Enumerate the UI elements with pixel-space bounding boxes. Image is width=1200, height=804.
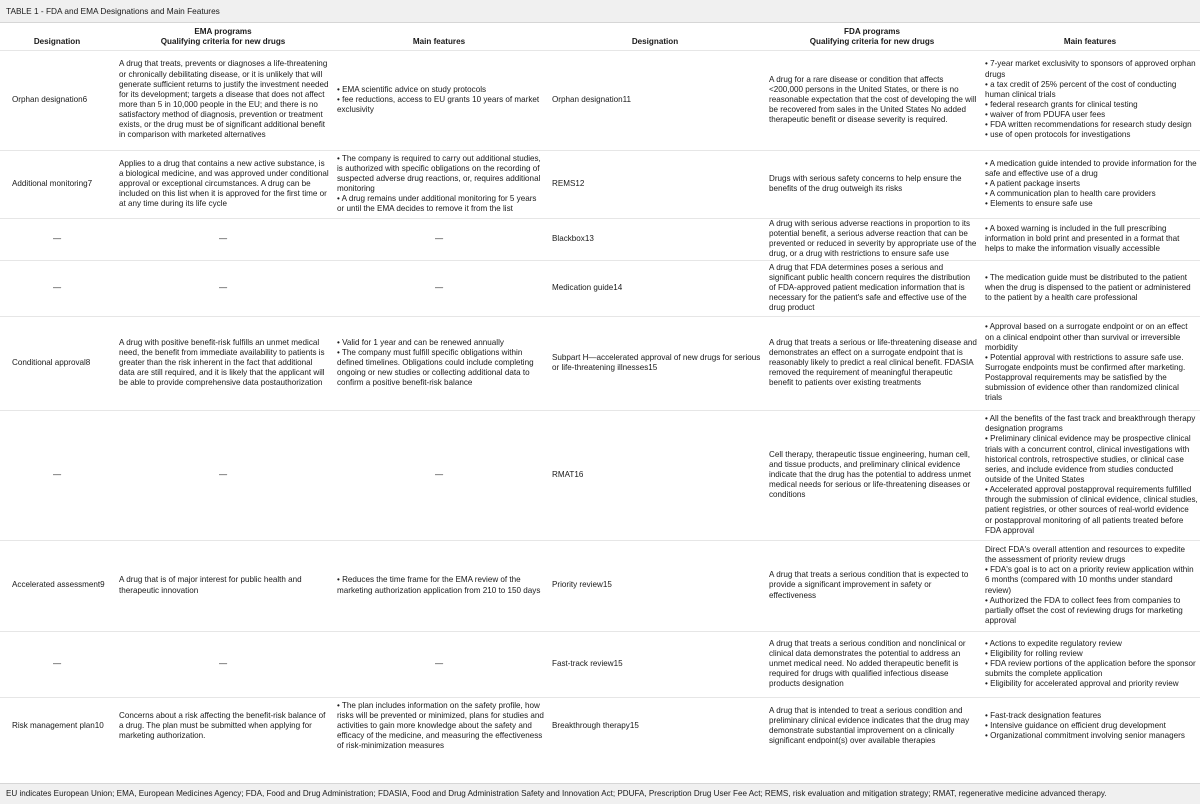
feature-item: • waiver of from PDUFA user fees — [985, 110, 1106, 120]
feature-item: • All the benefits of the fast track and breakthrough therapy designation programs — [985, 414, 1196, 434]
table-row — [0, 150, 1200, 218]
ema-features-cell — [332, 410, 546, 540]
fda-features-cell — [980, 316, 1200, 410]
ema-criteria-cell: — — [218, 469, 228, 479]
feature-item: • Authorized the FDA to collect fees from companies to partially offset the cost of reviewing drugs for marketing approval — [985, 595, 1183, 625]
header-ema-criteria-label: Qualifying criteria for new drugs — [160, 37, 286, 47]
feature-item: • FDA's goal is to act on a priority review application within 6 months (compared with 10 months under standard review) — [985, 565, 1194, 595]
fda-designation-cell: Subpart H—accelerated approval of new drugs for serious or life-threatening illnesses15 — [552, 352, 761, 372]
ema-criteria-cell: A drug with positive benefit-risk fulfills an unmet medical need, the benefit from immediate availability to patients is greater than the risk inherent in the fact that additional data are still required, and it is likely that the applicant will be able to provide comprehensive data postauthorization — [119, 337, 325, 388]
ema-designation-cell: — — [52, 658, 62, 668]
feature-item: • 7-year market exclusivity to sponsors of approved orphan drugs — [985, 59, 1196, 79]
ema-features-cell — [332, 697, 546, 755]
feature-item: • FDA written recommendations for research study design — [985, 120, 1192, 130]
fda-features-cell — [980, 540, 1200, 631]
ema-features-cell — [332, 150, 546, 218]
header-fda-programs: FDA programs — [844, 27, 900, 37]
designations-table — [0, 25, 1200, 755]
feature-item: • The medication guide must be distributed to the patient when the drug is dispensed to the patient or administered to the patient by a health care professional — [985, 272, 1191, 303]
ema-features-cell — [332, 50, 546, 150]
ema-designation-cell: — — [52, 233, 62, 243]
feature-item: — — [434, 469, 444, 479]
fda-designation-cell: Orphan designation11 — [552, 94, 632, 104]
feature-item: • Fast-track designation features — [985, 711, 1102, 721]
ema-features-cell — [332, 316, 546, 410]
header-ema-programs: EMA programs — [194, 27, 252, 37]
ema-features-cell — [332, 540, 546, 631]
fda-designation-cell: Breakthrough therapy15 — [552, 721, 639, 731]
ema-designation-cell: Orphan designation6 — [12, 94, 88, 104]
feature-item: • The plan includes information on the safety profile, how risks will be prevented or minimized, plans for studies and activities to gain more knowledge about the safety and efficacy of the medicine, and measuring the effectiveness of risk-minimization measures — [337, 700, 544, 751]
fda-features-cell — [980, 631, 1200, 697]
header-fda-features: Main features — [1063, 37, 1117, 47]
feature-item: • FDA review portions of the application before the sponsor submits the complete application — [985, 658, 1196, 679]
feature-item: • a tax credit of 25% percent of the cost of conducting human clinical trials — [985, 79, 1177, 99]
ema-criteria-cell: — — [218, 658, 228, 668]
feature-item: • Organizational commitment involving senior managers — [985, 731, 1185, 741]
fda-criteria-cell: A drug that is intended to treat a serious condition and preliminary clinical evidence indicates that the drug may demonstrate substantial improvement on a clinically significant endpoint(s) over available therapies — [769, 705, 970, 746]
feature-item: — — [434, 658, 444, 668]
feature-item: • Approval based on a surrogate endpoint or on an effect on a clinical endpoint other than survival or irreversible morbidity — [985, 322, 1188, 352]
feature-item: • A boxed warning is included in the full prescribing information in bold print and presented in a format that helps to make the information visually accessible — [985, 223, 1180, 254]
feature-item: — — [434, 233, 444, 243]
ema-features-cell — [332, 218, 546, 260]
fda-designation-cell: Medication guide14 — [552, 282, 623, 292]
fda-features-cell — [980, 260, 1200, 316]
ema-criteria-cell: Concerns about a risk affecting the benefit-risk balance of a drug. The plan must be submitted when applying for marketing authorization. — [119, 711, 326, 741]
feature-item: • federal research grants for clinical testing — [985, 100, 1138, 109]
table-body — [0, 50, 1200, 755]
fda-criteria-cell: A drug that treats a serious condition and nonclinical or clinical data demonstrates the potential to address an unmet medical need. No added therapeutic benefit is required for drugs with qualified infectious disease products designation — [769, 638, 966, 689]
ema-designation-cell: — — [52, 469, 62, 479]
table-row — [0, 260, 1200, 316]
fda-criteria-cell: A drug with serious adverse reactions in proportion to its potential benefit, a serious adverse reaction that can be prevented or reduced in severity by appropriate use of the drug, or a drug with restrictions to ensure safe use — [769, 218, 977, 259]
ema-features-cell — [332, 260, 546, 316]
fda-criteria-cell: A drug that treats a serious condition that is expected to provide a significant improvement in safety or effectiveness — [769, 570, 969, 600]
fda-criteria-cell: A drug that treats a serious or life-threatening disease and demonstrates an effect on a surrogate endpoint that is reasonably likely to predict a real clinical benefit. FDASIA removed the requirement of meaningful therapeutic benefit to patients over existing treatments — [769, 337, 977, 388]
table-row — [0, 316, 1200, 410]
feature-item: • EMA scientific advice on study protocols — [337, 84, 487, 94]
fda-designation-cell: Blackbox13 — [552, 233, 594, 243]
feature-item: • A medication guide intended to provide information for the safe and effective use of a drug — [985, 158, 1197, 178]
ema-designation-cell: Accelerated assessment9 — [12, 580, 105, 590]
table-row — [0, 540, 1200, 631]
feature-item: • Potential approval with restrictions to assure safe use. Surrogate endpoints must be confirmed after marketing. Postapproval requirements may be satisfied by the submission of evidence other than randomized clinical trials — [985, 352, 1186, 403]
header-ema-criteria — [114, 25, 332, 50]
feature-item: • Accelerated approval postapproval requirements fulfilled through the submission of clinical evidence, clinical studies, patient registries, or other sources of real-world evidence or postapproval monitoring of all patients treated before FDA approval — [985, 485, 1198, 535]
table-header — [0, 25, 1200, 50]
fda-features-cell — [980, 50, 1200, 150]
feature-item: • Elements to ensure safe use — [985, 199, 1093, 209]
fda-features-cell — [980, 150, 1200, 218]
feature-item: • A communication plan to health care providers — [985, 189, 1156, 199]
fda-criteria-cell: Drugs with serious safety concerns to help ensure the benefits of the drug outweigh its risks — [769, 173, 962, 193]
header-fda-criteria-label: Qualifying criteria for new drugs — [809, 37, 935, 47]
feature-item: • Actions to expedite regulatory review — [985, 638, 1122, 648]
table-row — [0, 50, 1200, 150]
ema-criteria-cell: Applies to a drug that contains a new active substance, is a biological medicine, and was approved under conditional approval or exceptional circumstances. A drug can be included on this list when it is approved for the first time or at any time during its life cycle — [119, 158, 329, 209]
ema-criteria-cell: A drug that treats, prevents or diagnoses a life-threatening or chronically debilitating disease, or it is unlikely that will generate sufficient returns to justify the investment needed for its development; targets a disease that does not affect more than 5 in 10,000 people in the EU; and there is no satisfactory method of diagnosis, prevention or treatment exists, or the drug must be of significant additional benefit in comparison with marketed alternatives — [119, 59, 329, 140]
fda-criteria-cell: Cell therapy, therapeutic tissue engineering, human cell, and tissue products, and preliminary clinical evidence indicate that the drug has the potential to address unmet medical needs for serious or life-threatening diseases or conditions — [769, 449, 972, 500]
feature-item: Direct FDA's overall attention and resources to expedite the assessment of priority review drugs — [985, 544, 1185, 565]
feature-item: • A patient package inserts — [985, 178, 1081, 188]
header-fda-designation: Designation — [631, 37, 679, 47]
feature-item: • The company is required to carry out additional studies, is authorized with specific obligations on the recording of suspected adverse drug reactions, or, requires additional monitoring — [337, 153, 541, 193]
table-row — [0, 218, 1200, 260]
ema-designation-cell: Additional monitoring7 — [12, 178, 93, 188]
feature-item: • Valid for 1 year and can be renewed annually — [337, 337, 504, 347]
table-row — [0, 697, 1200, 755]
feature-item: • The company must fulfill specific obligations within defined timelines. Obligations could include completing ongoing or new studies or collecting additional data to confirm a positive benefit-risk balance — [337, 347, 534, 388]
ema-criteria-cell: A drug that is of major interest for public health and therapeutic innovation — [119, 575, 302, 595]
feature-item: • Preliminary clinical evidence may be prospective clinical trials with a concurrent control, clinical investigations with historical controls, retrospective studies, or clinical case series, and include evidence from studies conducted outside of the United States — [985, 434, 1191, 484]
ema-features-cell — [332, 631, 546, 697]
feature-item: • Intensive guidance on efficient drug development — [985, 721, 1166, 731]
feature-item: • A drug remains under additional monitoring for 5 years or until the EMA decides to remove it from the list — [337, 194, 537, 214]
fda-designation-cell: RMAT16 — [552, 469, 584, 479]
header-ema-features: Main features — [412, 37, 466, 47]
table-footnote: EU indicates European Union; EMA, European Medicines Agency; FDA, Food and Drug Administration; FDASIA, Food and Drug Administration Safety and Innovation Act; PDUFA, Prescription Drug User Fee Act; REMS, risk evaluation and mitigation strategy; RMAT, regenerative medicine advanced therapy. — [0, 783, 1200, 804]
fda-designation-cell: Priority review15 — [552, 580, 612, 590]
ema-criteria-cell: — — [218, 282, 228, 292]
feature-item: • Eligibility for accelerated approval and priority review — [985, 679, 1179, 689]
feature-item: • use of open protocols for investigations — [985, 130, 1131, 140]
feature-item: • Eligibility for rolling review — [985, 648, 1083, 658]
fda-criteria-cell: A drug for a rare disease or condition that affects <200,000 persons in the United States, or there is no reasonable expectation that the cost of developing the will be recovered from sales in the United States No added therapeutic benefit or disease severity is required. — [769, 74, 977, 125]
table-row — [0, 410, 1200, 540]
ema-designation-cell: Risk management plan10 — [12, 721, 104, 731]
header-ema-designation: Designation — [33, 37, 81, 47]
fda-designation-cell: Fast-track review15 — [552, 658, 623, 668]
ema-criteria-cell: — — [218, 233, 228, 243]
fda-features-cell — [980, 410, 1200, 540]
table-caption: TABLE 1 - FDA and EMA Designations and Main Features — [0, 0, 1200, 23]
table-row — [0, 631, 1200, 697]
ema-designation-cell: Conditional approval8 — [12, 357, 91, 367]
fda-criteria-cell: A drug that FDA determines poses a serious and significant public health concern requires the distribution of FDA-approved patient medication information that is necessary for the patient's safe and effective use of the drug product — [769, 262, 971, 313]
feature-item: • fee reductions, access to EU grants 10 years of market exclusivity — [337, 94, 540, 115]
fda-designation-cell: REMS12 — [552, 178, 585, 188]
header-fda-criteria — [764, 25, 980, 50]
fda-features-cell — [980, 697, 1200, 755]
ema-designation-cell: — — [52, 282, 62, 292]
fda-features-cell — [980, 218, 1200, 260]
feature-item: — — [434, 282, 444, 292]
feature-item: • Reduces the time frame for the EMA review of the marketing authorization application from 210 to 150 days — [337, 575, 541, 595]
